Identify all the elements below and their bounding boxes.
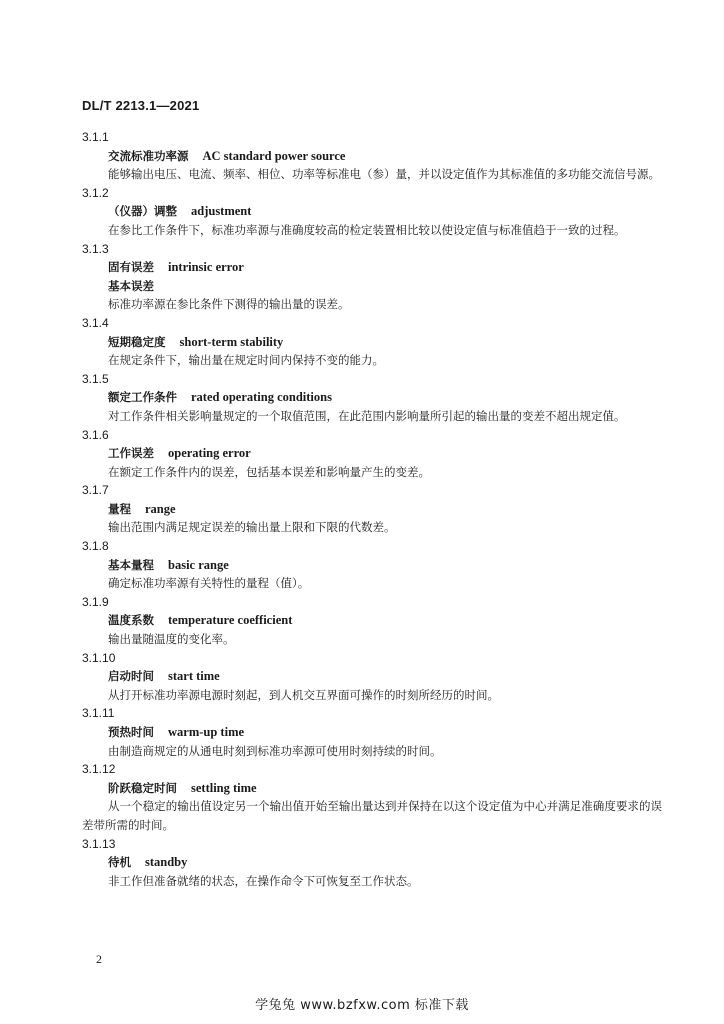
term-definition: 标准功率源在参比条件下测得的输出量的误差。 — [108, 297, 350, 312]
term-chinese: 额定工作条件 — [108, 390, 177, 405]
term-definition: 能够输出电压、电流、频率、相位、功率等标准电（参）量，并以设定值作为其标准值的多功能交流信号源。 — [108, 167, 660, 182]
term-chinese: 待机 — [108, 855, 131, 870]
term-english: temperature coefficient — [168, 613, 293, 628]
term-definition: 在规定条件下，输出量在规定时间内保持不变的能力。 — [108, 353, 384, 368]
term-english: settling time — [191, 780, 257, 795]
term-number: 3.1.1 — [82, 130, 109, 144]
term-number: 3.1.11 — [82, 706, 115, 721]
term-chinese: 阶跃稳定时间 — [108, 780, 177, 795]
term-chinese: 工作误差 — [108, 446, 154, 461]
term-english: AC standard power source — [202, 148, 346, 163]
term-number: 3.1.7 — [82, 483, 109, 498]
term-heading — [82, 667, 662, 686]
term-entry — [82, 537, 662, 593]
term-entry — [82, 128, 662, 184]
term-definition: 从打开标准功率源电源时刻起，到人机交互界面可操作的时刻所经历的时间。 — [108, 687, 499, 702]
term-number: 3.1.8 — [82, 539, 109, 554]
term-english: adjustment — [191, 204, 252, 219]
term-heading — [82, 611, 662, 630]
term-heading — [82, 779, 662, 798]
term-english: operating error — [168, 446, 251, 461]
term-definition: 非工作但准备就绪的状态，在操作命令下可恢复至工作状态。 — [108, 873, 419, 888]
term-chinese: 基本量程 — [108, 557, 154, 572]
term-heading — [82, 444, 662, 463]
term-english: warm-up time — [168, 725, 245, 739]
term-chinese: 温度系数 — [108, 613, 154, 628]
term-english: intrinsic error — [168, 260, 244, 275]
term-definition: 在额定工作条件内的误差，包括基本误差和影响量产生的变差。 — [108, 464, 430, 479]
term-entry — [82, 370, 662, 426]
term-heading — [82, 147, 662, 166]
term-number: 3.1.5 — [82, 371, 109, 386]
term-chinese: 交流标准功率源 — [108, 148, 189, 163]
term-definition: 输出范围内满足规定误差的输出量上限和下限的代数差。 — [108, 520, 396, 535]
term-entry — [82, 704, 662, 760]
terms-list — [82, 128, 662, 890]
term-entry — [82, 835, 662, 891]
term-number: 3.1.12 — [82, 762, 116, 777]
watermark-footer: 学兔兔 www.bzfxw.com 标准下载 — [255, 998, 469, 1013]
document-id: DL/T 2213.1—2021 — [82, 98, 200, 113]
term-number: 3.1.10 — [82, 650, 116, 665]
term-english: range — [145, 501, 176, 516]
term-entry — [82, 760, 662, 834]
term-entry — [82, 184, 662, 240]
term-definition: 从一个稳定的输出值设定另一个输出值开始至输出量达到并保持在以这个设定值为中心并满足准确度要求的误差带所需的时间。 — [82, 799, 662, 832]
term-number: 3.1.3 — [82, 241, 109, 256]
term-chinese: 量程 — [108, 501, 131, 516]
term-entry — [82, 649, 662, 705]
term-definition: 输出量随温度的变化率。 — [108, 632, 235, 647]
term-entry — [82, 314, 662, 370]
term-heading — [82, 556, 662, 575]
term-heading — [82, 388, 662, 407]
term-entry — [82, 481, 662, 537]
term-number: 3.1.9 — [82, 594, 109, 609]
term-heading — [82, 500, 662, 519]
term-heading — [82, 853, 662, 872]
term-heading — [82, 202, 662, 221]
term-heading — [82, 333, 662, 352]
term-definition: 在参比工作条件下，标准功率源与准确度较高的检定装置相比较以使设定值与标准值趋于一致的过程。 — [108, 222, 626, 237]
term-chinese: 启动时间 — [108, 669, 154, 684]
term-definition: 由制造商规定的从通电时刻到标准功率源可使用时刻持续的时间。 — [108, 743, 442, 758]
term-english: standby — [145, 855, 188, 870]
term-number: 3.1.2 — [82, 185, 109, 200]
term-english: start time — [168, 669, 220, 684]
term-entry — [82, 240, 662, 314]
term-number: 3.1.4 — [82, 315, 109, 330]
term-entry — [82, 593, 662, 649]
term-heading — [82, 258, 662, 277]
term-heading — [82, 723, 662, 742]
term-chinese: 短期稳定度 — [108, 334, 166, 349]
term-english: basic range — [168, 557, 229, 572]
term-english: short-term stability — [179, 334, 284, 349]
term-chinese: 固有误差 — [108, 260, 154, 275]
term-definition: 对工作条件相关影响量规定的一个取值范围，在此范围内影响量所引起的输出量的变差不超出规定值。 — [108, 408, 626, 423]
term-chinese: （仪器）调整 — [108, 204, 177, 219]
page-number: 2 — [96, 952, 102, 966]
term-synonym: 基本误差 — [108, 278, 154, 293]
term-english: rated operating conditions — [191, 390, 332, 405]
term-definition: 确定标准功率源有关特性的量程（值）。 — [108, 576, 310, 591]
term-number: 3.1.6 — [82, 427, 109, 442]
term-number: 3.1.13 — [82, 836, 116, 851]
term-entry — [82, 426, 662, 482]
term-chinese: 预热时间 — [108, 725, 154, 739]
